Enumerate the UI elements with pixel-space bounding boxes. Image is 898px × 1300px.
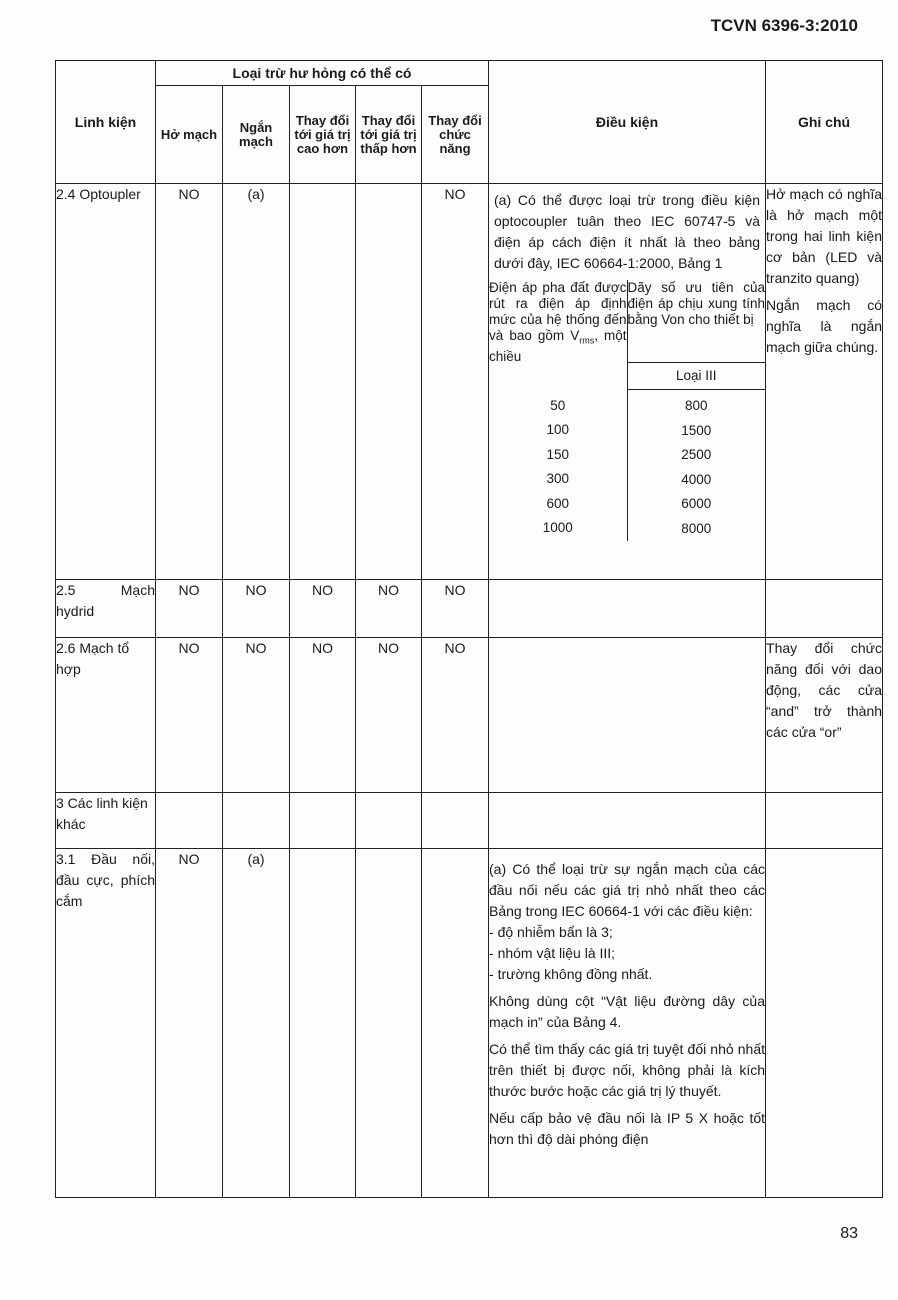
condition-paragraph: Nếu cấp bảo vệ đầu nối là IP 5 X hoặc tốt hơn thì độ dài phóng điện xyxy=(489,1110,766,1147)
row-function: NO xyxy=(422,184,489,580)
voltage-value: 1000 xyxy=(542,520,573,535)
header-short-circuit: Ngắn mạch xyxy=(223,86,290,184)
row-open: NO xyxy=(156,849,223,1198)
condition-list-item: - nhóm vật liệu là III; xyxy=(489,945,616,961)
subtable-voltage-header: Điện áp pha đất được rút ra điện áp định mức của hệ thống đến và bao gồm $V_{rms}$, một chiều xyxy=(489,280,627,390)
row-note xyxy=(766,793,883,849)
row-component: 2.5 Mạch hydrid xyxy=(56,580,156,638)
row-short: NO xyxy=(223,580,290,638)
note-short-circuit: Ngắn mạch có nghĩa là ngắn mạch giữa chúng. xyxy=(766,297,883,355)
impulse-value: 6000 xyxy=(681,496,712,511)
row-lower xyxy=(356,793,422,849)
header-function-change: Thay đổi chức năng xyxy=(422,86,489,184)
row-condition xyxy=(489,184,766,580)
subtable-category-header: Loại III xyxy=(627,363,765,390)
row-lower: NO xyxy=(356,638,422,793)
row-note xyxy=(766,849,883,1198)
subtable-impulse-values xyxy=(627,390,765,542)
subtable-impulse-header: Dãy số ưu tiên của điện áp chịu xung tính bằng Von cho thiết bị xyxy=(627,280,765,363)
row-note xyxy=(766,580,883,638)
header-failure-group: Loại trừ hư hỏng có thể có xyxy=(156,61,489,86)
table-row xyxy=(56,580,883,638)
row-higher xyxy=(290,184,356,580)
voltage-value: 50 xyxy=(550,397,566,413)
condition-paragraph: Có thể tìm thấy các giá trị tuyệt đối nhỏ nhất trên thiết bị được nối, không phải là kích thước bước hoặc các giá trị lý thuyết. xyxy=(489,1041,766,1099)
row-open xyxy=(156,793,223,849)
row-function: NO xyxy=(422,638,489,793)
table-row xyxy=(56,849,883,1198)
row-open: NO xyxy=(156,580,223,638)
row-higher xyxy=(290,849,356,1198)
condition-text: (a) Có thể được loại trừ trong điều kiện optocoupler tuân theo IEC 60747-5 và điện áp cách điện ít nhất là theo bảng dưới đây, IEC 60664-1:2000, Bảng 1 xyxy=(494,192,761,271)
document-id: TCVN 6396-3:2010 xyxy=(710,16,858,35)
row-condition xyxy=(489,580,766,638)
row-higher: NO xyxy=(290,638,356,793)
row-note: Thay đổi chức năng đối với dao động, các cửa “and” trở thành các cửa “or” xyxy=(766,638,883,793)
row-function xyxy=(422,849,489,1198)
header-open-circuit: Hở mạch xyxy=(156,86,223,184)
header-component: Linh kiện xyxy=(56,61,156,184)
row-lower xyxy=(356,184,422,580)
impulse-value: 4000 xyxy=(681,471,712,487)
subtable-voltage-values xyxy=(489,390,627,542)
impulse-value: 2500 xyxy=(681,447,712,462)
failure-exclusion-table xyxy=(55,60,883,1198)
condition-paragraph: Không dùng cột “Vật liệu đường dây của mạch in” của Bảng 4. xyxy=(489,993,766,1030)
voltage-value: 600 xyxy=(546,495,570,511)
row-component: 2.4 Optoupler xyxy=(56,184,156,580)
header-conditions: Điều kiện xyxy=(489,61,766,184)
impulse-value: 8000 xyxy=(681,520,712,536)
row-condition xyxy=(489,793,766,849)
condition-list-item: - trường không đồng nhất. xyxy=(489,966,653,982)
row-short: (a) xyxy=(223,184,290,580)
row-condition xyxy=(489,849,766,1198)
row-condition xyxy=(489,638,766,793)
row-higher: NO xyxy=(290,580,356,638)
row-component: 2.6 Mạch tổ hợp xyxy=(56,638,156,793)
row-function: NO xyxy=(422,580,489,638)
impulse-value: 1500 xyxy=(681,422,712,438)
page-number: 83 xyxy=(840,1225,858,1242)
row-higher xyxy=(290,793,356,849)
header-lower-value: Thay đổi tới giá trị thấp hơn xyxy=(356,86,422,184)
row-note xyxy=(766,184,883,580)
row-component: 3 Các linh kiện khác xyxy=(56,793,156,849)
header-higher-value: Thay đổi tới giá trị cao hơn xyxy=(290,86,356,184)
row-lower: NO xyxy=(356,580,422,638)
voltage-value: 300 xyxy=(546,471,570,486)
voltage-value: 150 xyxy=(546,446,570,462)
row-function xyxy=(422,793,489,849)
row-component: 3.1 Đầu nối, đầu cực, phích cắm xyxy=(56,849,156,1198)
note-open-circuit: Hở mạch có nghĩa là hở mạch một trong hai linh kiện cơ bản (LED và tranzito quang) xyxy=(766,186,883,286)
row-open: NO xyxy=(156,638,223,793)
table-row xyxy=(56,184,883,580)
condition-paragraph: (a) Có thể loại trừ sự ngắn mạch của các đầu nối nếu các giá trị nhỏ nhất theo các Bảng trong IEC 60664-1 với các điều kiện: xyxy=(489,861,766,919)
voltage-value: 100 xyxy=(546,422,570,437)
voltage-subtable xyxy=(489,280,765,541)
row-short: NO xyxy=(223,638,290,793)
row-short xyxy=(223,793,290,849)
row-short: (a) xyxy=(223,849,290,1198)
header-notes: Ghi chú xyxy=(766,61,883,184)
row-open: NO xyxy=(156,184,223,580)
table-row xyxy=(56,638,883,793)
condition-list-item: - độ nhiễm bẩn là 3; xyxy=(489,924,613,940)
impulse-value: 800 xyxy=(685,398,708,413)
row-lower xyxy=(356,849,422,1198)
table-row xyxy=(56,793,883,849)
